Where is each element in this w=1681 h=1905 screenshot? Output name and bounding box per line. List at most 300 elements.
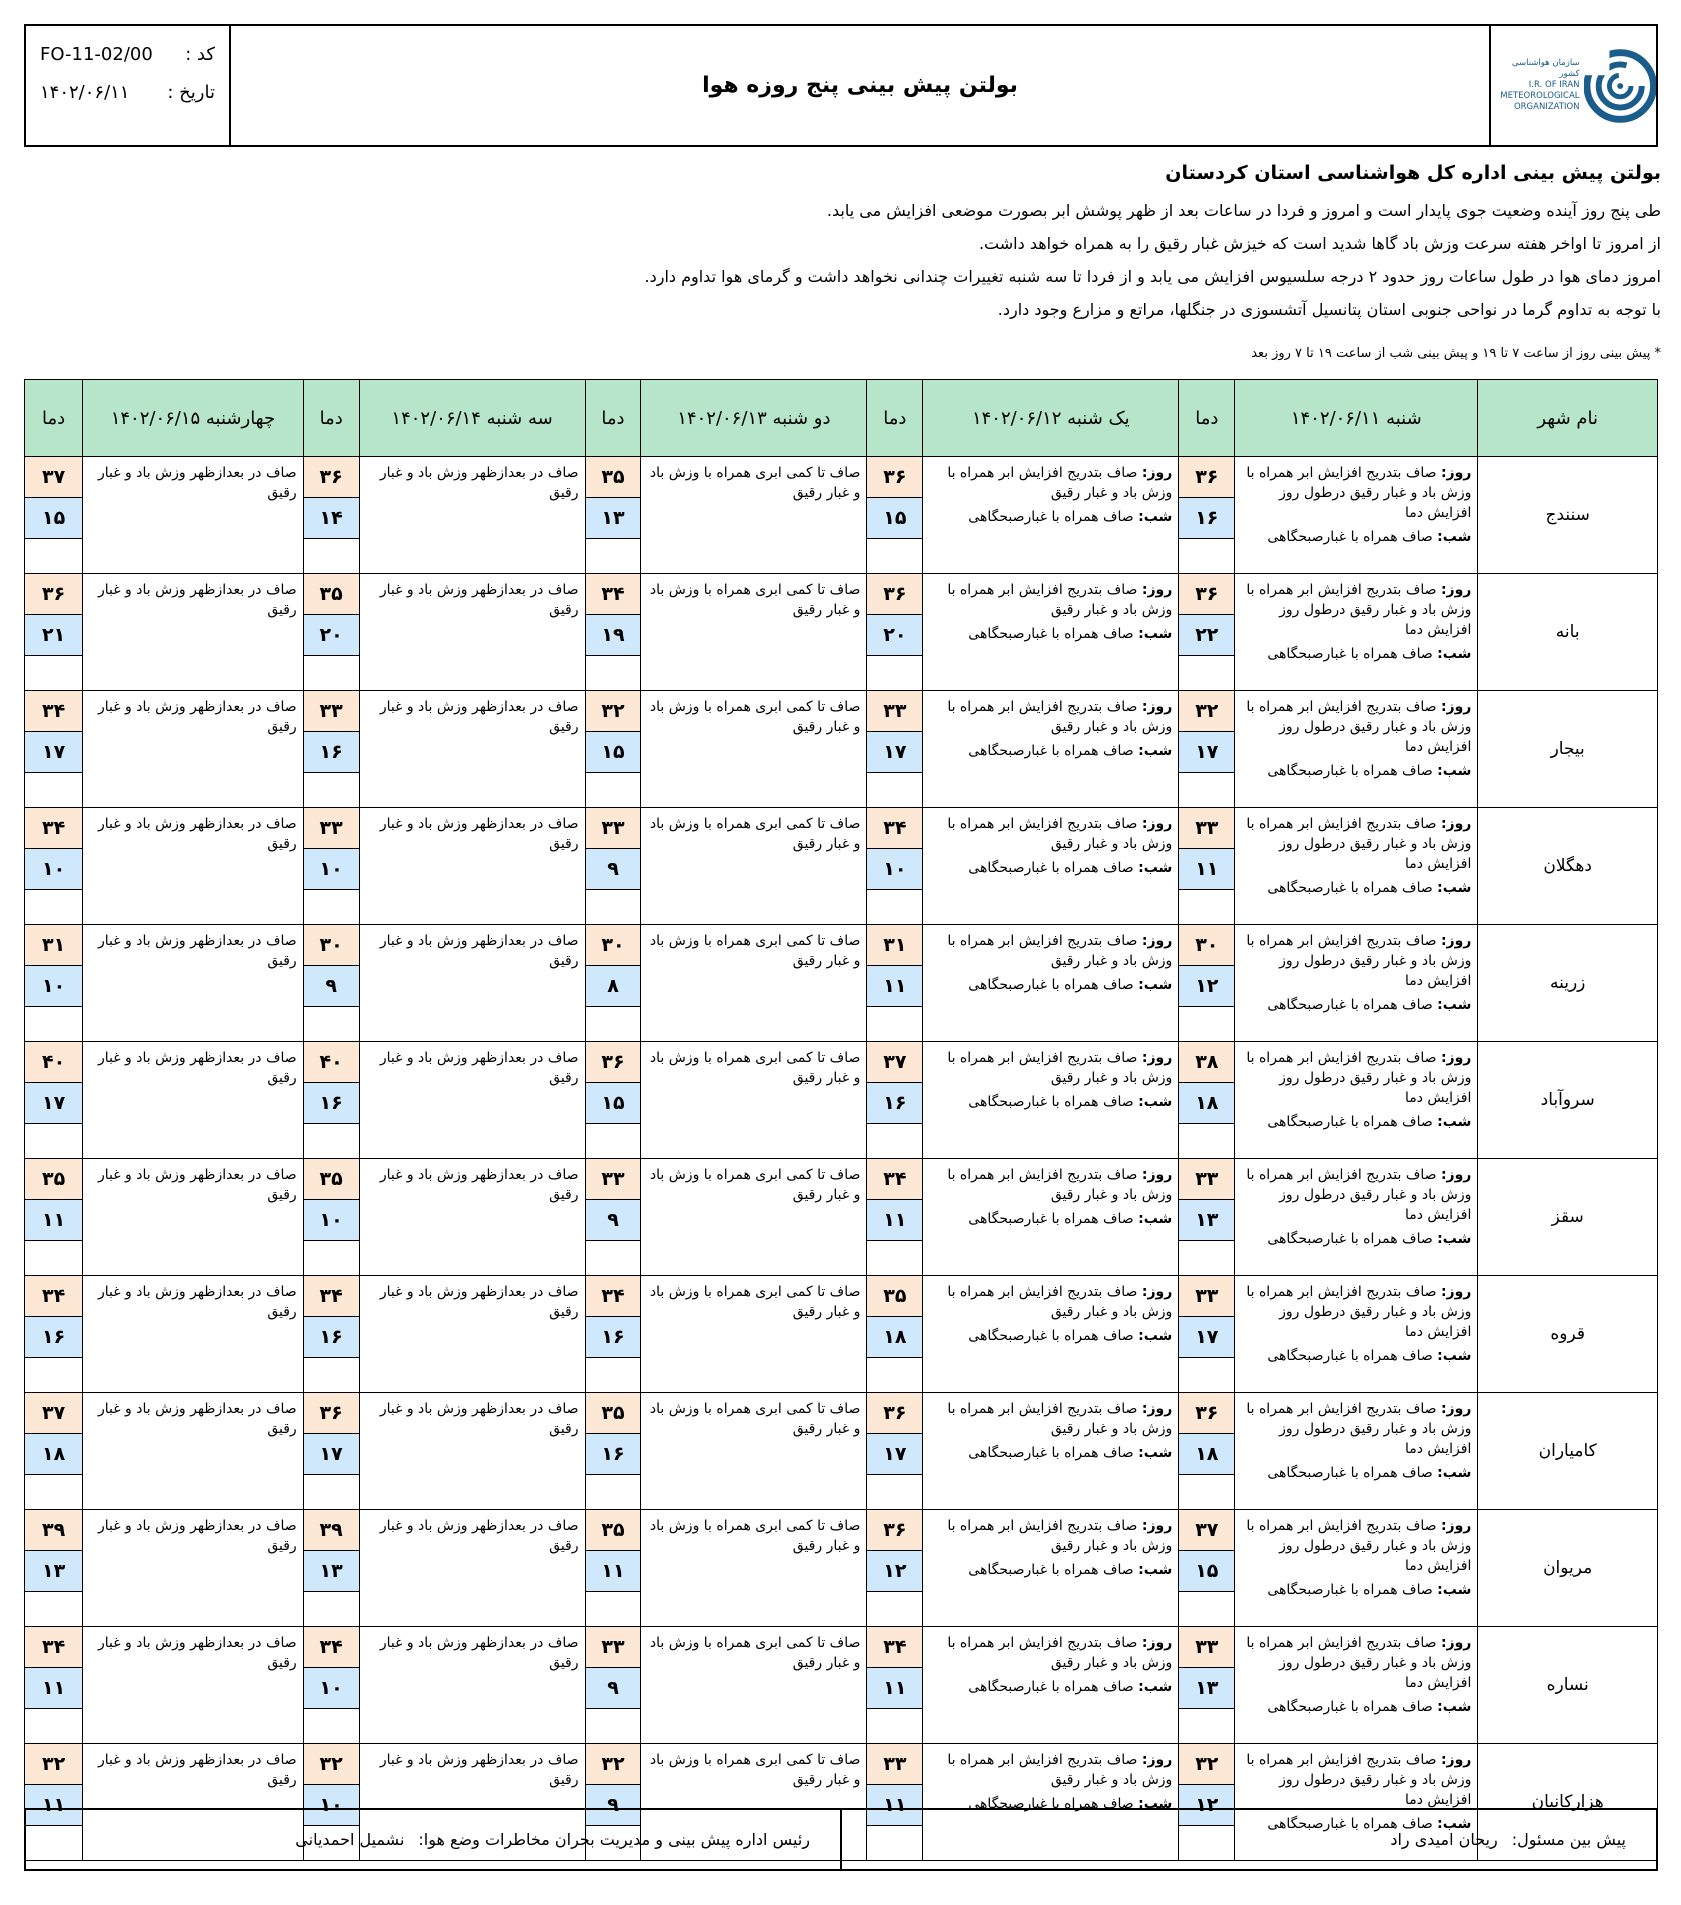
- night-forecast: صاف همراه با غبارصبحگاهی: [968, 860, 1134, 876]
- forecast-description: [641, 691, 867, 808]
- day-forecast: صاف در بعدازظهر وزش باد و غبار رقیق: [379, 1050, 579, 1086]
- min-temp: ۱۱: [25, 1785, 82, 1826]
- night-forecast: صاف همراه با غبارصبحگاهی: [968, 1445, 1134, 1461]
- day-forecast: صاف بتدریج افزایش ابر همراه با وزش باد و غبار رقیق درطول روز افزایش دما: [1246, 465, 1472, 521]
- day-label: روز:: [1141, 1167, 1173, 1183]
- forecaster-cell: [842, 1810, 1656, 1869]
- day-forecast: صاف بتدریج افزایش ابر همراه با وزش باد و غبار رقیق: [947, 1635, 1173, 1671]
- min-temp: ۱۱: [867, 1668, 922, 1709]
- forecast-description: [641, 1393, 867, 1510]
- day-forecast: صاف در بعدازظهر وزش باد و غبار رقیق: [379, 933, 579, 969]
- max-temp: ۳۶: [1179, 457, 1234, 498]
- city-name: هزارکانیان: [1478, 1744, 1658, 1861]
- temperature-cell: [867, 1042, 923, 1159]
- day-forecast: صاف بتدریج افزایش ابر همراه با وزش باد و غبار رقیق: [947, 1518, 1173, 1554]
- min-temp: ۱۷: [1179, 732, 1234, 773]
- night-forecast: صاف همراه با غبارصبحگاهی: [1267, 646, 1433, 662]
- temperature-cell: [25, 457, 83, 574]
- max-temp: ۳۲: [25, 1744, 82, 1785]
- night-forecast: صاف همراه با غبارصبحگاهی: [1267, 1348, 1433, 1364]
- max-temp: ۳۳: [1179, 808, 1234, 849]
- forecast-description: [359, 1393, 585, 1510]
- night-label: شب:: [1437, 1465, 1472, 1481]
- forecast-description: [1235, 457, 1478, 574]
- max-temp: ۳۴: [25, 691, 82, 732]
- organization-logo: [1491, 49, 1656, 123]
- temperature-cell: [303, 1276, 359, 1393]
- day-forecast: صاف بتدریج افزایش ابر همراه با وزش باد و غبار رقیق: [947, 699, 1173, 735]
- forecast-description: [641, 1042, 867, 1159]
- max-temp: ۳۲: [304, 1744, 359, 1785]
- min-temp: ۱۸: [1179, 1083, 1234, 1124]
- max-temp: ۳۴: [867, 1627, 922, 1668]
- forecast-description: [359, 574, 585, 691]
- max-temp: ۳۴: [304, 1627, 359, 1668]
- day-forecast: صاف بتدریج افزایش ابر همراه با وزش باد و غبار رقیق: [947, 465, 1173, 501]
- temp-header: دما: [867, 380, 923, 457]
- max-temp: ۳۶: [867, 574, 922, 615]
- night-label: شب:: [1138, 1328, 1173, 1344]
- temperature-cell: [585, 925, 641, 1042]
- day-forecast: صاف در بعدازظهر وزش باد و غبار رقیق: [97, 1518, 297, 1554]
- temperature-cell: [585, 574, 641, 691]
- max-temp: ۳۲: [1179, 691, 1234, 732]
- forecast-description: [641, 1510, 867, 1627]
- night-label: شب:: [1437, 1348, 1472, 1364]
- day-forecast: صاف بتدریج افزایش ابر همراه با وزش باد و غبار رقیق: [947, 1050, 1173, 1086]
- night-label: شب:: [1138, 1445, 1173, 1461]
- night-label: شب:: [1138, 1211, 1173, 1227]
- day-forecast: صاف در بعدازظهر وزش باد و غبار رقیق: [97, 816, 297, 852]
- forecast-description: [923, 808, 1179, 925]
- temperature-cell: [867, 691, 923, 808]
- temperature-cell: [1179, 925, 1235, 1042]
- max-temp: ۳۳: [304, 691, 359, 732]
- min-temp: ۱۶: [1179, 498, 1234, 539]
- day-forecast: صاف بتدریج افزایش ابر همراه با وزش باد و غبار رقیق درطول روز افزایش دما: [1246, 1635, 1472, 1691]
- forecast-description: [641, 808, 867, 925]
- table-row: [25, 691, 1658, 808]
- day-label: روز:: [1440, 699, 1472, 715]
- max-temp: ۳۷: [25, 1393, 82, 1434]
- min-temp: ۱۷: [304, 1434, 359, 1475]
- min-temp: ۱۱: [1179, 849, 1234, 890]
- day-forecast: صاف در بعدازظهر وزش باد و غبار رقیق: [379, 1401, 579, 1437]
- forecast-description: [1235, 691, 1478, 808]
- temperature-cell: [867, 457, 923, 574]
- max-temp: ۳۳: [1179, 1627, 1234, 1668]
- night-label: شب:: [1437, 1582, 1472, 1598]
- day-forecast: صاف در بعدازظهر وزش باد و غبار رقیق: [97, 582, 297, 618]
- temperature-cell: [585, 1159, 641, 1276]
- forecast-description: [83, 1276, 304, 1393]
- temperature-cell: [25, 691, 83, 808]
- max-temp: ۳۴: [867, 1159, 922, 1200]
- min-temp: ۱۷: [25, 1083, 82, 1124]
- day-label: روز:: [1141, 1635, 1173, 1651]
- max-temp: ۳۶: [1179, 574, 1234, 615]
- day-header: یک شنبه ۱۴۰۲/۰۶/۱۲: [923, 380, 1179, 457]
- day-header: سه شنبه ۱۴۰۲/۰۶/۱۴: [359, 380, 585, 457]
- night-label: شب:: [1437, 997, 1472, 1013]
- max-temp: ۳۶: [304, 1393, 359, 1434]
- min-temp: ۱۷: [867, 1434, 922, 1475]
- min-temp: ۱۰: [25, 849, 82, 890]
- min-temp: ۱۶: [304, 1083, 359, 1124]
- document-footer: [24, 1808, 1658, 1871]
- temperature-cell: [1179, 808, 1235, 925]
- forecast-table: [24, 379, 1658, 1861]
- temperature-cell: [303, 1159, 359, 1276]
- temperature-cell: [303, 457, 359, 574]
- day-forecast: صاف در بعدازظهر وزش باد و غبار رقیق: [379, 816, 579, 852]
- temperature-cell: [867, 1393, 923, 1510]
- min-temp: ۹: [304, 966, 359, 1007]
- max-temp: ۳۹: [25, 1510, 82, 1551]
- forecast-description: [923, 925, 1179, 1042]
- max-temp: ۳۳: [586, 1159, 641, 1200]
- temperature-cell: [1179, 457, 1235, 574]
- max-temp: ۳۳: [1179, 1276, 1234, 1317]
- temperature-cell: [25, 1627, 83, 1744]
- temperature-cell: [25, 1276, 83, 1393]
- temperature-cell: [585, 1627, 641, 1744]
- day-label: روز:: [1440, 582, 1472, 598]
- day-label: روز:: [1141, 699, 1173, 715]
- max-temp: ۳۷: [25, 457, 82, 498]
- min-temp: ۱۶: [867, 1083, 922, 1124]
- date-value: ۱۴۰۲/۰۶/۱۱: [40, 82, 130, 103]
- day-forecast: صاف تا کمی ابری همراه با وزش باد و غبار رقیق: [649, 1050, 861, 1086]
- document-meta: [26, 26, 231, 145]
- temp-header: دما: [25, 380, 83, 457]
- day-forecast: صاف بتدریج افزایش ابر همراه با وزش باد و غبار رقیق: [947, 1167, 1173, 1203]
- forecast-description: [923, 1627, 1179, 1744]
- min-temp: ۱۲: [1179, 1785, 1234, 1826]
- day-forecast: صاف در بعدازظهر وزش باد و غبار رقیق: [97, 699, 297, 735]
- max-temp: ۳۶: [304, 457, 359, 498]
- night-forecast: صاف همراه با غبارصبحگاهی: [1267, 1582, 1433, 1598]
- forecast-description: [923, 691, 1179, 808]
- max-temp: ۳۳: [1179, 1159, 1234, 1200]
- temperature-cell: [1179, 1276, 1235, 1393]
- day-forecast: صاف بتدریج افزایش ابر همراه با وزش باد و غبار رقیق درطول روز افزایش دما: [1246, 1401, 1472, 1457]
- temperature-cell: [585, 1276, 641, 1393]
- document-header: [24, 24, 1658, 147]
- night-label: شب:: [1138, 743, 1173, 759]
- max-temp: ۳۳: [304, 808, 359, 849]
- temperature-cell: [585, 1393, 641, 1510]
- forecast-description: [1235, 574, 1478, 691]
- day-forecast: صاف بتدریج افزایش ابر همراه با وزش باد و غبار رقیق: [947, 1401, 1173, 1437]
- forecast-description: [923, 1510, 1179, 1627]
- table-row: [25, 457, 1658, 574]
- day-forecast: صاف بتدریج افزایش ابر همراه با وزش باد و غبار رقیق: [947, 582, 1173, 618]
- night-forecast: صاف همراه با غبارصبحگاهی: [968, 1094, 1134, 1110]
- min-temp: ۱۸: [1179, 1434, 1234, 1475]
- day-forecast: صاف در بعدازظهر وزش باد و غبار رقیق: [97, 1401, 297, 1437]
- day-forecast: صاف بتدریج افزایش ابر همراه با وزش باد و غبار رقیق: [947, 933, 1173, 969]
- day-forecast: صاف بتدریج افزایش ابر همراه با وزش باد و غبار رقیق درطول روز افزایش دما: [1246, 1050, 1472, 1106]
- forecast-description: [923, 1042, 1179, 1159]
- city-name: بیجار: [1478, 691, 1658, 808]
- temperature-cell: [25, 1159, 83, 1276]
- temperature-cell: [303, 1042, 359, 1159]
- temp-header: دما: [303, 380, 359, 457]
- temperature-cell: [867, 808, 923, 925]
- day-label: روز:: [1141, 582, 1173, 598]
- temperature-cell: [1179, 1393, 1235, 1510]
- min-temp: ۱۳: [1179, 1200, 1234, 1241]
- night-forecast: صاف همراه با غبارصبحگاهی: [968, 626, 1134, 642]
- forecast-description: [641, 1159, 867, 1276]
- day-forecast: صاف در بعدازظهر وزش باد و غبار رقیق: [379, 1752, 579, 1788]
- day-forecast: صاف بتدریج افزایش ابر همراه با وزش باد و غبار رقیق درطول روز افزایش دما: [1246, 933, 1472, 989]
- forecast-description: [641, 925, 867, 1042]
- day-forecast: صاف بتدریج افزایش ابر همراه با وزش باد و غبار رقیق درطول روز افزایش دما: [1246, 1167, 1472, 1223]
- temperature-cell: [303, 1627, 359, 1744]
- max-temp: ۳۶: [867, 1510, 922, 1551]
- city-header: نام شهر: [1478, 380, 1658, 457]
- temperature-cell: [585, 691, 641, 808]
- forecast-description: [359, 925, 585, 1042]
- min-temp: ۱۱: [867, 1785, 922, 1826]
- min-temp: ۱۱: [586, 1551, 641, 1592]
- max-temp: ۳۶: [867, 1393, 922, 1434]
- night-label: شب:: [1437, 1231, 1472, 1247]
- city-name: بانه: [1478, 574, 1658, 691]
- forecast-description: [1235, 1393, 1478, 1510]
- night-forecast: صاف همراه با غبارصبحگاهی: [1267, 880, 1433, 896]
- code-value: FO-11-02/00: [40, 44, 153, 65]
- max-temp: ۳۶: [867, 457, 922, 498]
- city-name: سنندج: [1478, 457, 1658, 574]
- day-forecast: صاف تا کمی ابری همراه با وزش باد و غبار رقیق: [649, 933, 861, 969]
- temperature-cell: [867, 1510, 923, 1627]
- intro-line: با توجه به تداوم گرما در نواحی جنوبی استان پتانسیل آتشسوزی در جنگلها، مراتع و مزارع وجود دارد.: [997, 300, 1661, 319]
- day-forecast: صاف در بعدازظهر وزش باد و غبار رقیق: [97, 1752, 297, 1788]
- max-temp: ۳۰: [1179, 925, 1234, 966]
- temp-header: دما: [585, 380, 641, 457]
- min-temp: ۱۰: [304, 849, 359, 890]
- forecast-description: [923, 1276, 1179, 1393]
- forecast-description: [359, 1159, 585, 1276]
- day-label: روز:: [1440, 933, 1472, 949]
- table-row: [25, 1510, 1658, 1627]
- day-label: روز:: [1141, 1284, 1173, 1300]
- max-temp: ۴۰: [25, 1042, 82, 1083]
- temperature-cell: [867, 1276, 923, 1393]
- min-temp: ۱۱: [867, 1200, 922, 1241]
- night-forecast: صاف همراه با غبارصبحگاهی: [968, 743, 1134, 759]
- min-temp: ۱۱: [25, 1668, 82, 1709]
- night-label: شب:: [1138, 1094, 1173, 1110]
- night-label: شب:: [1437, 1816, 1472, 1832]
- forecast-description: [83, 1627, 304, 1744]
- forecast-description: [359, 691, 585, 808]
- forecast-description: [83, 457, 304, 574]
- date-label: تاریخ :: [167, 82, 215, 103]
- forecast-description: [83, 925, 304, 1042]
- night-label: شب:: [1138, 1679, 1173, 1695]
- max-temp: ۳۴: [25, 808, 82, 849]
- max-temp: ۳۴: [867, 808, 922, 849]
- max-temp: ۳۴: [304, 1276, 359, 1317]
- max-temp: ۳۵: [304, 574, 359, 615]
- day-forecast: صاف در بعدازظهر وزش باد و غبار رقیق: [97, 1167, 297, 1203]
- day-forecast: صاف تا کمی ابری همراه با وزش باد و غبار رقیق: [649, 1752, 861, 1788]
- forecast-description: [1235, 925, 1478, 1042]
- table-row: [25, 1627, 1658, 1744]
- table-row: [25, 1393, 1658, 1510]
- temperature-cell: [1179, 1042, 1235, 1159]
- min-temp: ۱۲: [1179, 966, 1234, 1007]
- max-temp: ۳۱: [867, 925, 922, 966]
- forecast-description: [83, 574, 304, 691]
- temperature-cell: [303, 574, 359, 691]
- max-temp: ۳۵: [304, 1159, 359, 1200]
- max-temp: ۳۴: [586, 1276, 641, 1317]
- min-temp: ۱۷: [867, 732, 922, 773]
- city-name: نساره: [1478, 1627, 1658, 1744]
- city-name: سقز: [1478, 1159, 1658, 1276]
- day-forecast: صاف تا کمی ابری همراه با وزش باد و غبار رقیق: [649, 816, 861, 852]
- table-row: [25, 1159, 1658, 1276]
- night-forecast: صاف همراه با غبارصبحگاهی: [1267, 1816, 1433, 1832]
- forecast-description: [83, 808, 304, 925]
- forecast-description: [923, 457, 1179, 574]
- night-forecast: صاف همراه با غبارصبحگاهی: [1267, 1231, 1433, 1247]
- temperature-cell: [585, 1042, 641, 1159]
- day-forecast: صاف بتدریج افزایش ابر همراه با وزش باد و غبار رقیق: [947, 1284, 1173, 1320]
- min-temp: ۱۶: [304, 732, 359, 773]
- night-forecast: صاف همراه با غبارصبحگاهی: [968, 1679, 1134, 1695]
- night-label: شب:: [1437, 880, 1472, 896]
- day-header: چهارشنبه ۱۴۰۲/۰۶/۱۵: [83, 380, 304, 457]
- night-forecast: صاف همراه با غبارصبحگاهی: [968, 1211, 1134, 1227]
- temperature-cell: [585, 808, 641, 925]
- night-label: شب:: [1138, 1562, 1173, 1578]
- min-temp: ۹: [586, 849, 641, 890]
- day-forecast: صاف تا کمی ابری همراه با وزش باد و غبار رقیق: [649, 582, 861, 618]
- day-forecast: صاف بتدریج افزایش ابر همراه با وزش باد و غبار رقیق درطول روز افزایش دما: [1246, 582, 1472, 638]
- forecast-description: [359, 808, 585, 925]
- temperature-cell: [25, 925, 83, 1042]
- intro-heading: بولتن پیش بینی اداره کل هواشناسی استان کردستان: [1165, 162, 1661, 184]
- table-row: [25, 1042, 1658, 1159]
- day-forecast: صاف تا کمی ابری همراه با وزش باد و غبار رقیق: [649, 699, 861, 735]
- forecast-description: [1235, 1276, 1478, 1393]
- forecast-description: [359, 1042, 585, 1159]
- day-forecast: صاف در بعدازظهر وزش باد و غبار رقیق: [379, 1167, 579, 1203]
- table-body: [25, 457, 1658, 1861]
- code-label: کد :: [185, 44, 215, 65]
- table-row: [25, 1276, 1658, 1393]
- temperature-cell: [867, 1159, 923, 1276]
- min-temp: ۱۸: [867, 1317, 922, 1358]
- max-temp: ۳۲: [586, 691, 641, 732]
- temperature-cell: [25, 1510, 83, 1627]
- temperature-cell: [25, 1393, 83, 1510]
- forecast-description: [641, 1627, 867, 1744]
- forecast-description: [1235, 808, 1478, 925]
- temperature-cell: [1179, 1510, 1235, 1627]
- bulletin-title: بولتن پیش بینی پنج روزه هوا: [702, 73, 1018, 98]
- min-temp: ۱۷: [25, 732, 82, 773]
- day-forecast: صاف در بعدازظهر وزش باد و غبار رقیق: [97, 1050, 297, 1086]
- day-forecast: صاف بتدریج افزایش ابر همراه با وزش باد و غبار رقیق درطول روز افزایش دما: [1246, 816, 1472, 872]
- max-temp: ۳۷: [867, 1042, 922, 1083]
- day-label: روز:: [1440, 1401, 1472, 1417]
- head-name: نشمیل احمدیانی: [295, 1830, 405, 1849]
- min-temp: ۱۶: [304, 1317, 359, 1358]
- logo-cell: [1489, 26, 1656, 145]
- day-forecast: صاف بتدریج افزایش ابر همراه با وزش باد و غبار رقیق درطول روز افزایش دما: [1246, 1284, 1472, 1340]
- forecast-description: [641, 1276, 867, 1393]
- min-temp: ۸: [586, 966, 641, 1007]
- temperature-cell: [1179, 1159, 1235, 1276]
- forecast-description: [83, 691, 304, 808]
- day-forecast: صاف در بعدازظهر وزش باد و غبار رقیق: [379, 1284, 579, 1320]
- forecast-description: [641, 574, 867, 691]
- forecast-description: [83, 1393, 304, 1510]
- day-forecast: صاف بتدریج افزایش ابر همراه با وزش باد و غبار رقیق درطول روز افزایش دما: [1246, 1518, 1472, 1574]
- night-forecast: صاف همراه با غبارصبحگاهی: [1267, 1465, 1433, 1481]
- day-label: روز:: [1141, 1401, 1173, 1417]
- day-label: روز:: [1141, 465, 1173, 481]
- day-forecast: صاف در بعدازظهر وزش باد و غبار رقیق: [379, 1518, 579, 1554]
- day-forecast: صاف تا کمی ابری همراه با وزش باد و غبار رقیق: [649, 1167, 861, 1203]
- temperature-cell: [585, 457, 641, 574]
- max-temp: ۳۴: [25, 1276, 82, 1317]
- forecast-time-note: * پیش بینی روز از ساعت ۷ تا ۱۹ و پیش بینی شب از ساعت ۱۹ تا ۷ روز بعد: [1251, 346, 1661, 361]
- min-temp: ۹: [586, 1668, 641, 1709]
- max-temp: ۳۳: [867, 1744, 922, 1785]
- temperature-cell: [1179, 691, 1235, 808]
- min-temp: ۱۵: [586, 732, 641, 773]
- forecast-description: [923, 1393, 1179, 1510]
- max-temp: ۳۵: [586, 1510, 641, 1551]
- min-temp: ۱۵: [1179, 1551, 1234, 1592]
- day-label: روز:: [1440, 1518, 1472, 1534]
- night-forecast: صاف همراه با غبارصبحگاهی: [968, 509, 1134, 525]
- day-forecast: صاف تا کمی ابری همراه با وزش باد و غبار رقیق: [649, 465, 861, 501]
- min-temp: ۱۴: [304, 498, 359, 539]
- min-temp: ۱۳: [25, 1551, 82, 1592]
- max-temp: ۳۹: [304, 1510, 359, 1551]
- day-forecast: صاف در بعدازظهر وزش باد و غبار رقیق: [97, 465, 297, 501]
- day-label: روز:: [1141, 1050, 1173, 1066]
- temperature-cell: [303, 808, 359, 925]
- max-temp: ۳۵: [25, 1159, 82, 1200]
- min-temp: ۹: [586, 1785, 641, 1826]
- temperature-cell: [585, 1510, 641, 1627]
- min-temp: ۱۰: [867, 849, 922, 890]
- min-temp: ۱۱: [867, 966, 922, 1007]
- day-forecast: صاف در بعدازظهر وزش باد و غبار رقیق: [379, 465, 579, 501]
- forecast-description: [83, 1159, 304, 1276]
- temperature-cell: [303, 691, 359, 808]
- logo-text: سازمان هواشناسی کشور I.R. OF IRAN METEOROLOGICAL ORGANIZATION: [1500, 58, 1580, 112]
- forecast-description: [359, 1627, 585, 1744]
- table-row: [25, 574, 1658, 691]
- min-temp: ۹: [586, 1200, 641, 1241]
- min-temp: ۱۶: [586, 1434, 641, 1475]
- max-temp: ۳۵: [586, 457, 641, 498]
- min-temp: ۲۰: [304, 615, 359, 656]
- temperature-cell: [25, 574, 83, 691]
- max-temp: ۳۴: [25, 1627, 82, 1668]
